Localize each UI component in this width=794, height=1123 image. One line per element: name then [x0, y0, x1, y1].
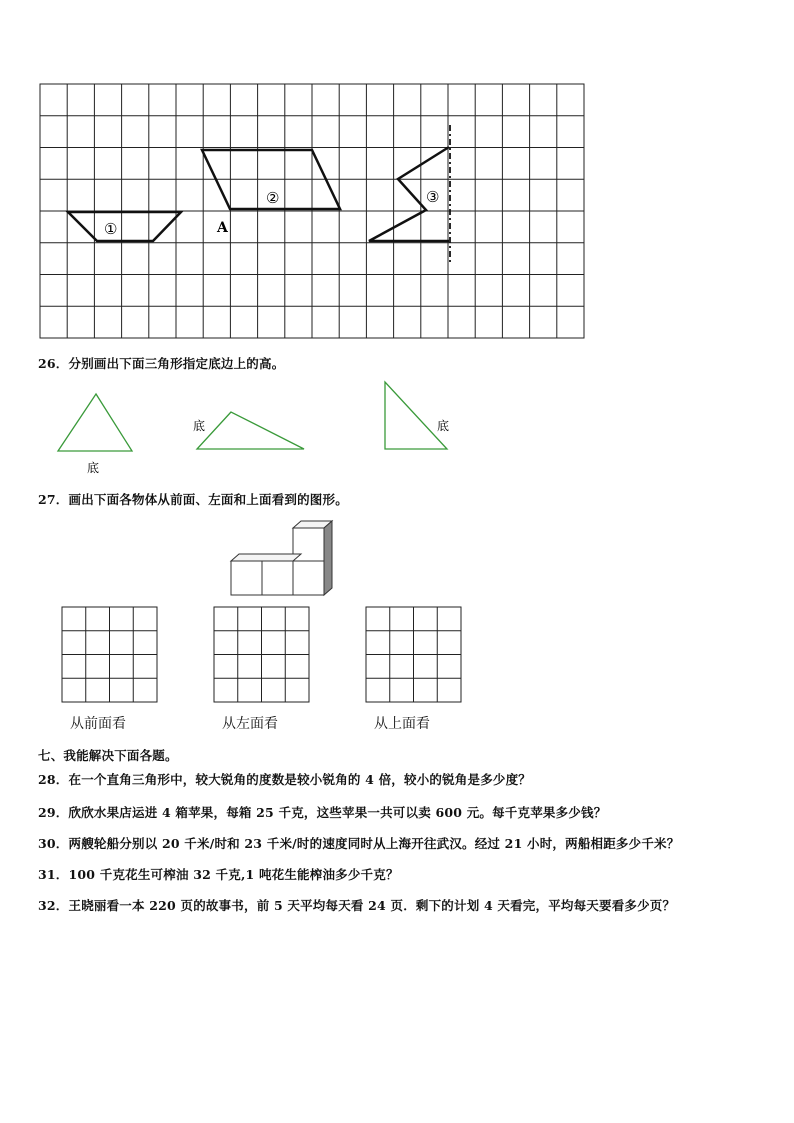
trapezoid-shape-1 [68, 212, 181, 241]
grid-figure [0, 0, 794, 345]
front-view-label: 从前面看 [70, 716, 126, 732]
triangle-2-base-label: 底 [193, 419, 206, 433]
shape-2-label: ② [266, 189, 280, 207]
left-view-grid [214, 607, 309, 702]
triangle-1-base-label: 底 [87, 461, 100, 475]
question-26: 26．分别画出下面三角形指定底边上的高。 [38, 356, 285, 371]
section-7-title: 七、我能解决下面各题。 [38, 748, 178, 763]
triangle-3 [385, 382, 450, 449]
problem-32: 32．王晓丽看一本 220 页的故事书，前 5 天平均每天看 24 页．剩下的计划 4 天看完，平均每天要看多少页？ [38, 898, 676, 913]
problem-28: 28．在一个直角三角形中，较大锐角的度数是较小锐角的 4 倍，较小的锐角是多少度？ [38, 772, 531, 787]
top-view-grid [366, 607, 461, 702]
left-view-label: 从左面看 [222, 716, 278, 732]
cube-stack-figure [225, 518, 340, 600]
problem-30: 30．两艘轮船分别以 20 千米/时和 23 千米/时的速度同时从上海开往武汉。经过 21 小时，两船相距多少千米？ [38, 836, 680, 851]
problem-29: 29．欣欣水果店运进 4 箱苹果，每箱 25 千克，这些苹果一共可以卖 600 元。每千克苹果多少钱？ [38, 805, 607, 820]
view-grids [0, 600, 794, 710]
front-view-grid [62, 607, 157, 702]
triangle-3-base-label: 底 [437, 419, 450, 433]
shape-3-label: ③ [426, 188, 440, 206]
question-27: 27．画出下面各物体从前面、左面和上面看到的图形。 [38, 492, 348, 507]
triangle-2 [197, 412, 304, 449]
problem-31: 31．100 千克花生可榨油 32 千克,1 吨花生能榨油多少千克？ [38, 867, 399, 882]
top-view-label: 从上面看 [374, 716, 430, 732]
triangles-figure [0, 375, 794, 480]
shape-1-label: ① [104, 220, 118, 238]
triangle-1 [58, 394, 132, 451]
point-a-label: A [217, 220, 228, 236]
